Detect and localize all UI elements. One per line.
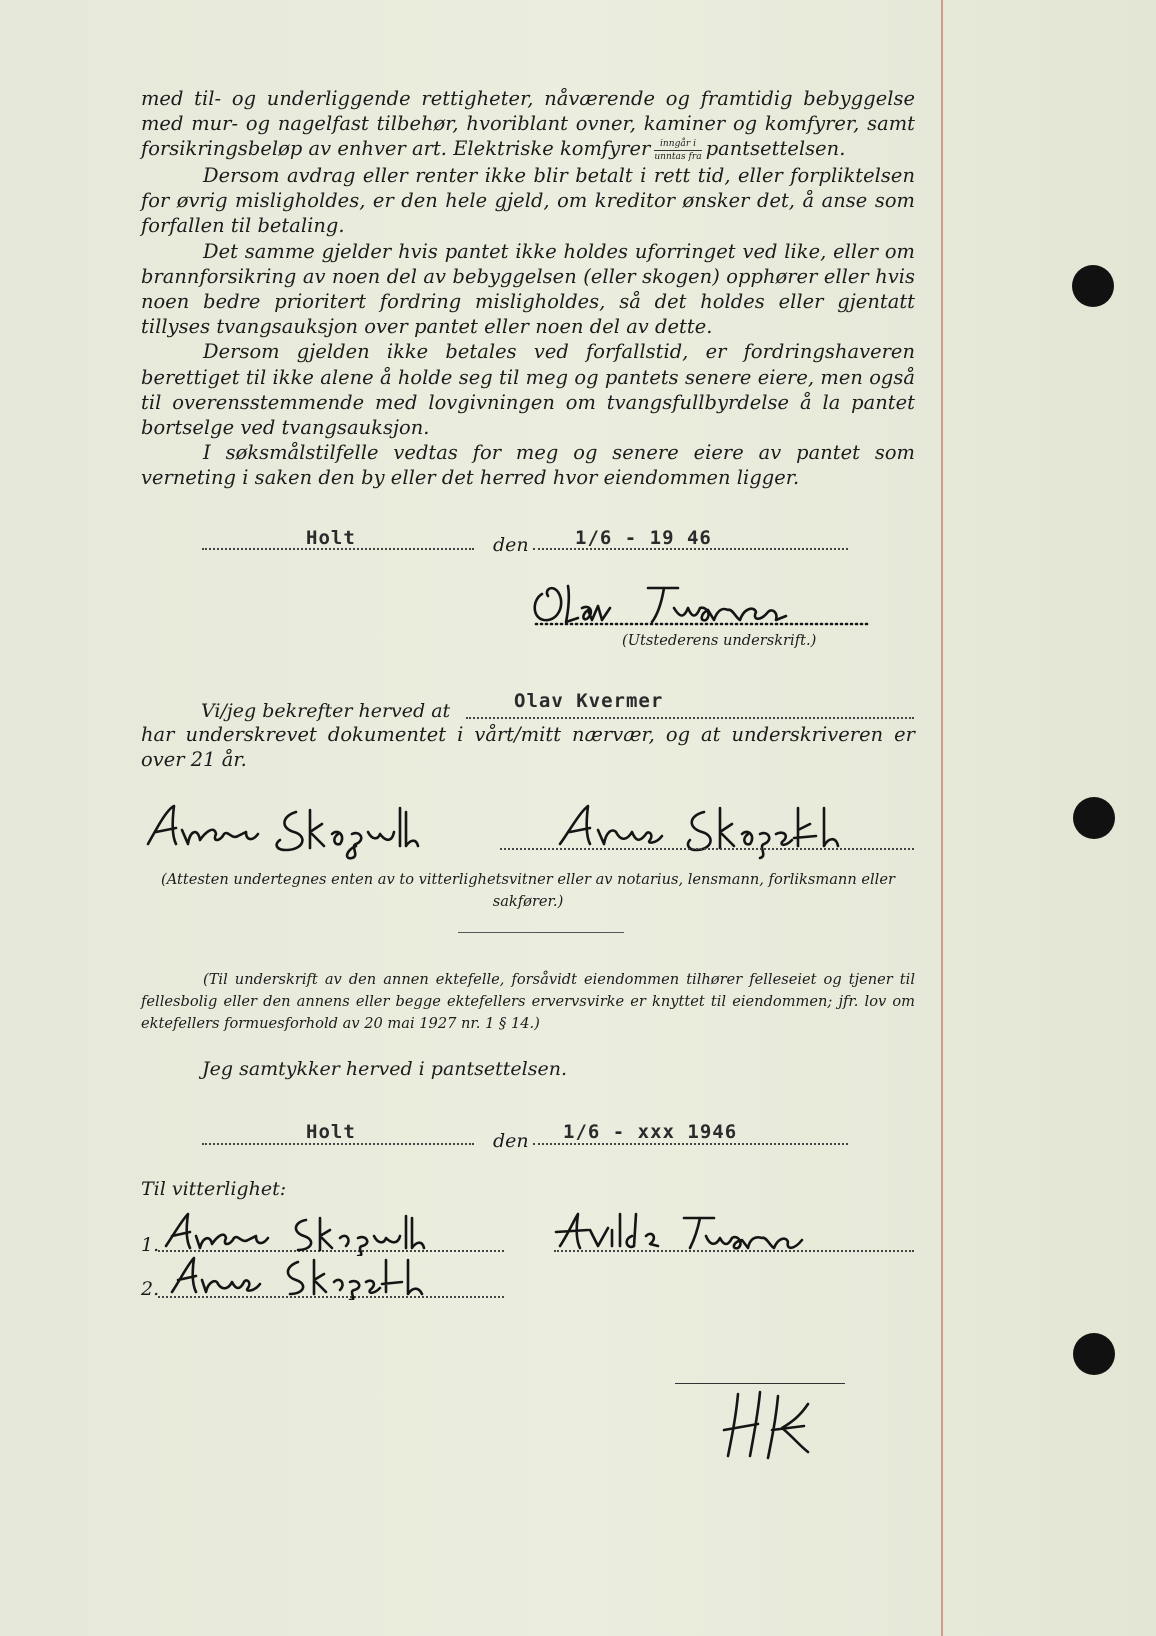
witness-b-signature (554, 800, 894, 860)
spouse-place-dotted-line (202, 1143, 474, 1145)
punch-hole (1072, 265, 1114, 307)
den-label: den (493, 534, 529, 556)
witness-label: Til vitterlighet: (141, 1178, 287, 1200)
paragraph-rights-end: pantsettelsen. (705, 137, 846, 161)
included-excluded-fraction (654, 138, 701, 163)
spouse-note: (Til underskrift av den annen ektefelle, forsåvidt eiendommen tilhører felleseiet og tjener til fellesbolig eller den annens eller begge ektefellers ervervsvirke er knyttet til eiendommen; jfr. lov om ektefellers formuesforhold av 20 mai 1927 nr. 1 § 14.) (141, 971, 915, 1032)
witness-2-number: 2. (141, 1278, 160, 1300)
witness-2-signature (166, 1254, 506, 1300)
spouse-dotted-line (554, 1250, 914, 1252)
spouse-date-dotted-line (533, 1143, 848, 1145)
paragraph-maintenance: Det samme gjelder hvis pantet ikke holdes uforringet ved like, eller om brannforsikring av noen del av bebyggelsen (eller skogen) opphører eller hvis noen bedre prioritert fordring misligholdes, så det holdes eller gjentatt tillyses tvangsauksjon over pantet eller noen del av dette. (141, 239, 915, 339)
paragraph-default: Dersom avdrag eller renter ikke blir betalt i rett tid, eller forpliktelsen for øvrig misligholdes, er den hele gjeld, om kreditor ønsker det, å anse som forfallen til betaling. (141, 163, 915, 238)
red-margin-line (941, 0, 943, 1636)
consent-text: Jeg samtykker herved i pantsettelsen. (202, 1058, 567, 1080)
paragraph-rights (141, 86, 915, 163)
spouse-place: Holt (306, 1121, 356, 1143)
punch-hole (1073, 797, 1115, 839)
section-divider (458, 932, 624, 933)
spouse-den-label: den (493, 1130, 529, 1152)
punch-hole (1073, 1333, 1115, 1375)
paragraph-rights-text: med til- og underliggende rettigheter, nåværende og framtidig bebyggelse med mur- og nagelfast tilbehør, hvoriblant ovner, kaminer og komfyrer, samt forsikringsbeløp av enhver art. Elektriske komfyrer (141, 87, 915, 161)
witness-a-signature (142, 800, 502, 860)
attest-label: Vi/jeg bekrefter herved at (201, 700, 451, 722)
paragraph-venue: I søksmålstilfelle vedtas for meg og senere eiere av pantet som verneting i saken den by eller det herred hvor eiendommen ligger. (141, 441, 915, 490)
issue-date: 1/6 - 19 46 (575, 527, 712, 549)
spouse-date: 1/6 - xxx 1946 (563, 1121, 738, 1143)
attest-typed-name: Olav Kvermer (514, 690, 664, 712)
fraction-top: inngår i (654, 138, 701, 151)
attest-note: (Attesten undertegnes enten av to vitterlighetsvitner eller av notarius, lensmann, forliksmann eller sakfører.) (161, 871, 895, 910)
paragraph-enforcement: Dersom gjelden ikke betales ved forfallstid, er fordringshaveren berettiget til ikke alene å holde seg til meg og pantets senere eiere, men også til overensstemmende med lovgivningen om tvangsfullbyrdelse å la pantet bortselge ved tvangsauksjon. (141, 340, 915, 439)
attest-name-dotted-line (466, 717, 914, 719)
witness-1-number: 1. (141, 1234, 160, 1256)
attest-text: har underskrevet dokumentet i vårt/mitt nærvær, og at underskriveren er over 21 år. (141, 723, 915, 772)
attest-text-block (141, 722, 915, 772)
fraction-bottom: unntas fra (654, 151, 702, 162)
signer-caption: (Utstederens underskrift.) (622, 632, 817, 649)
issue-place: Holt (306, 527, 356, 549)
witness-dotted-line (500, 848, 914, 850)
witness-1-signature (160, 1210, 500, 1256)
issuer-signature (528, 578, 888, 630)
mortgage-terms (141, 86, 915, 491)
initials-signature (712, 1386, 852, 1466)
initials-rule (675, 1383, 845, 1384)
